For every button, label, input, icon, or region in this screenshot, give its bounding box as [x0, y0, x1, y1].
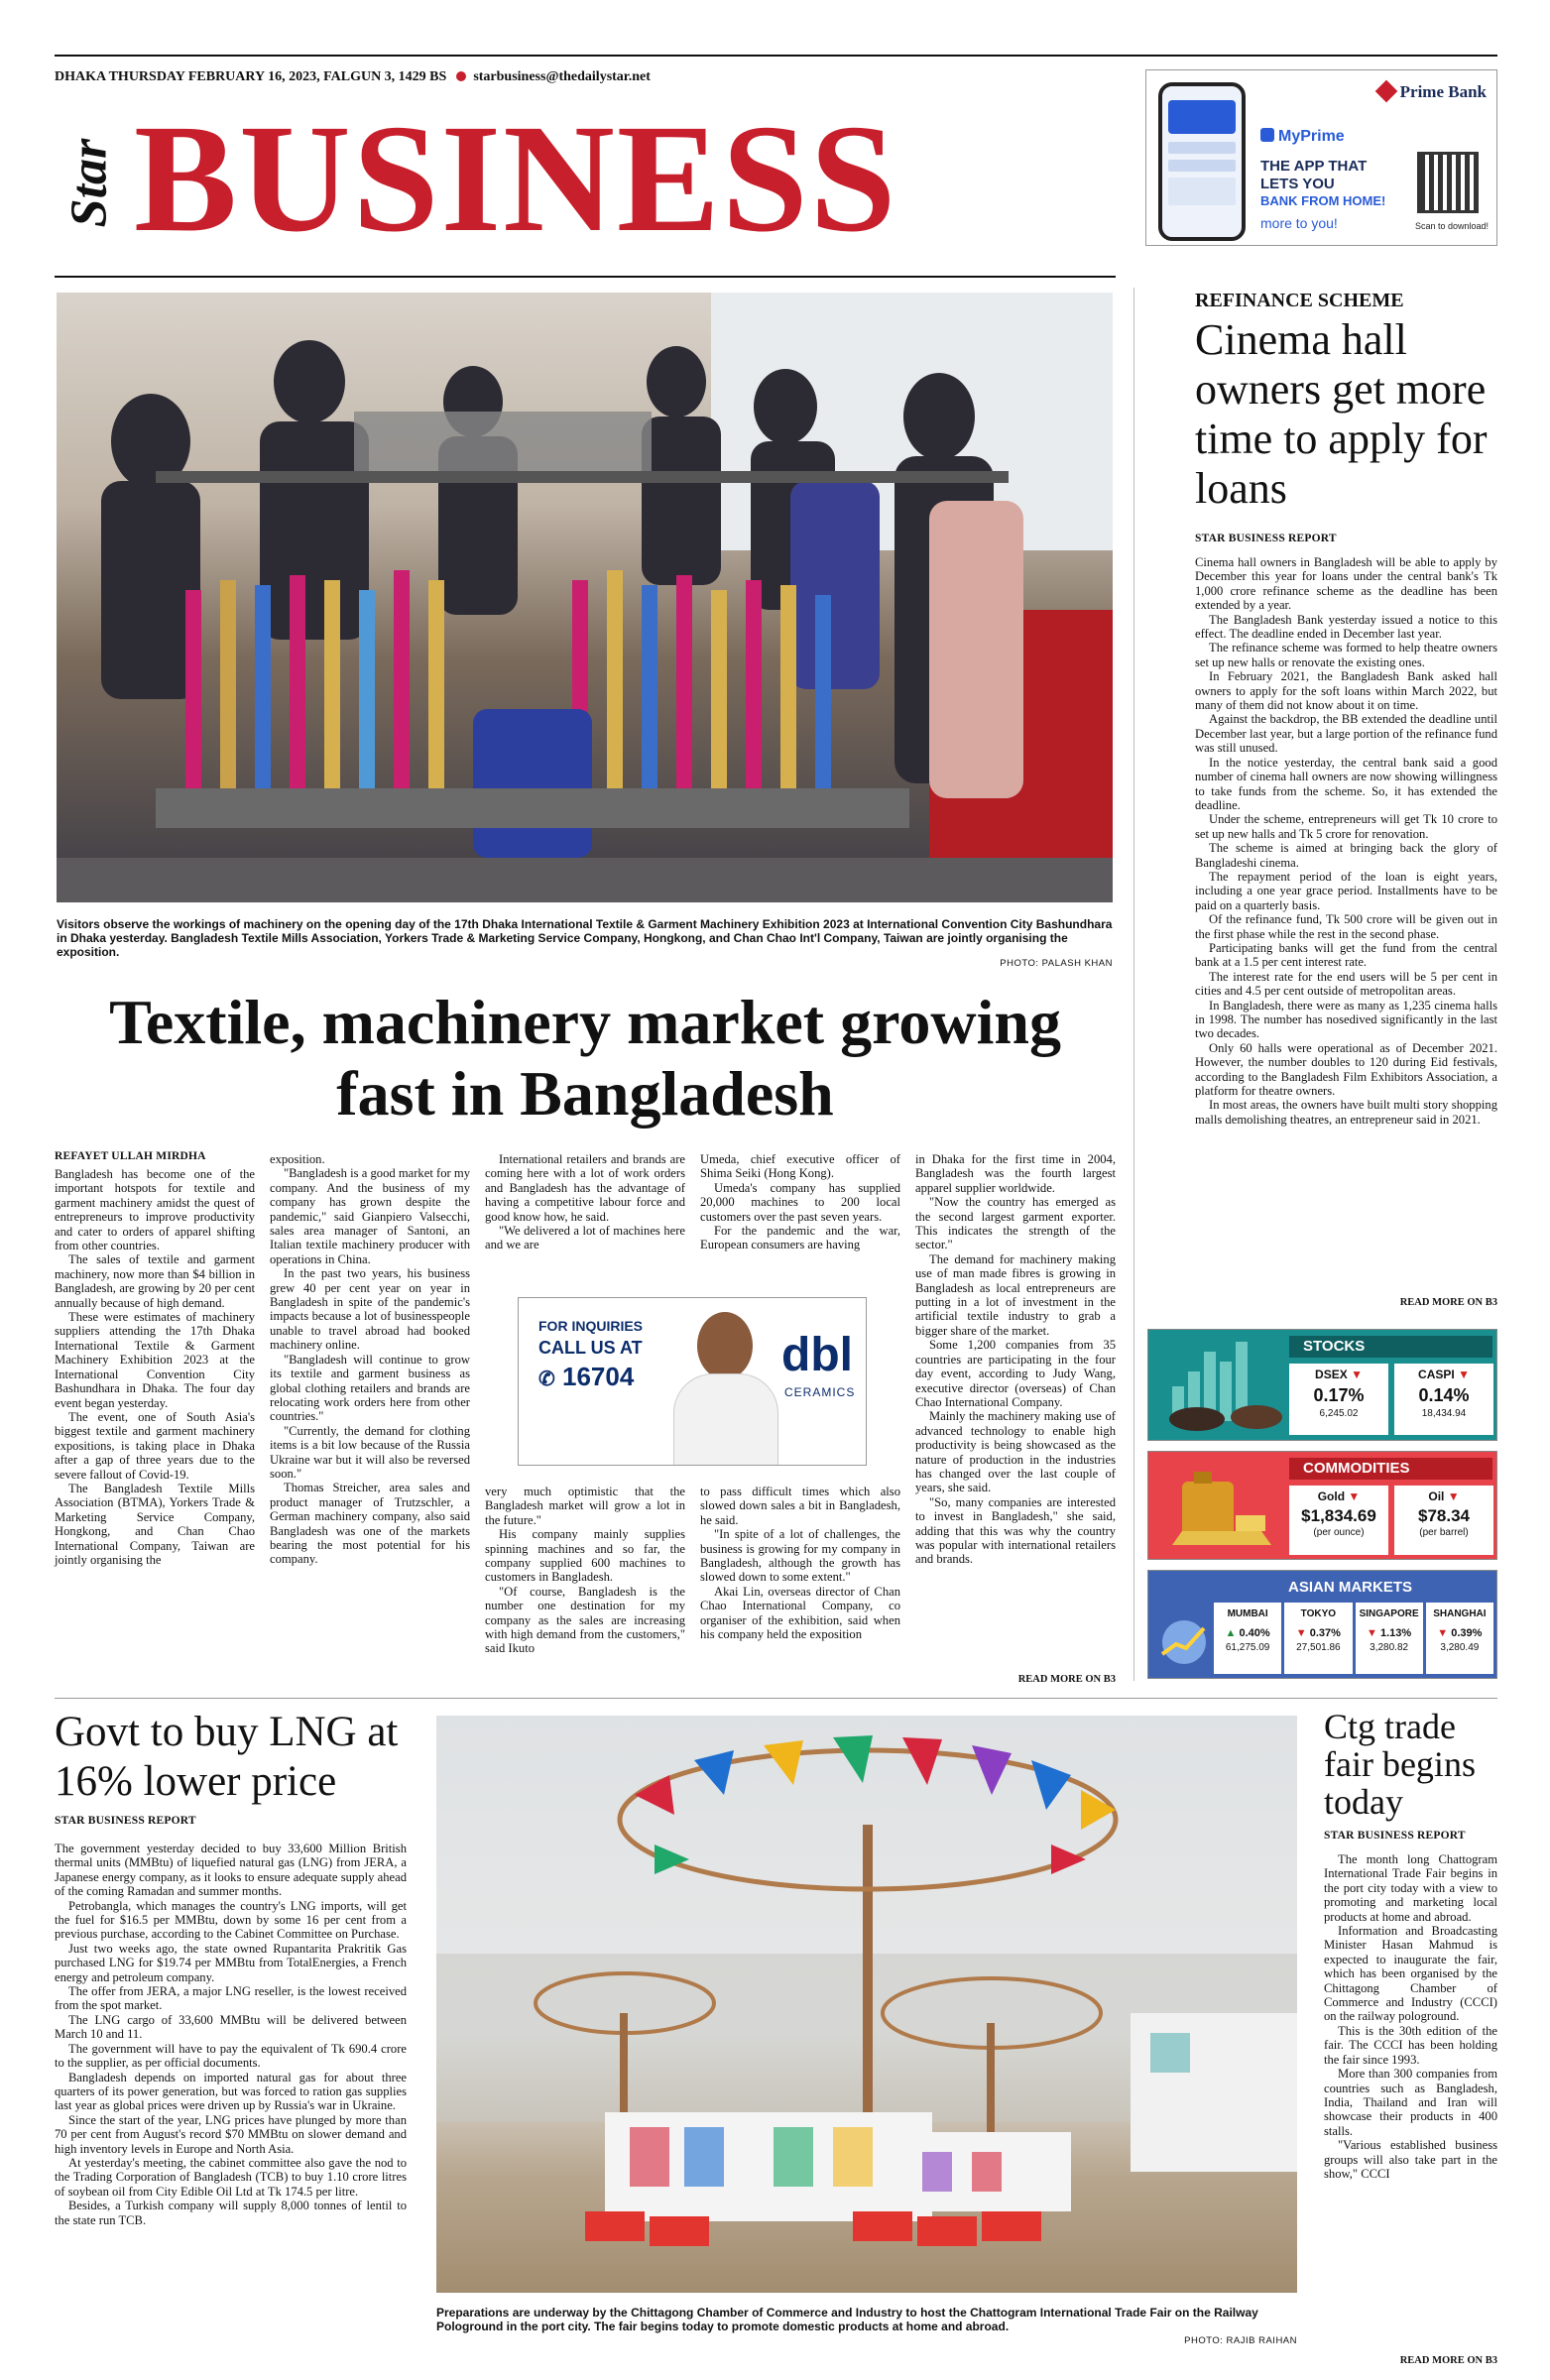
- lng-paragraph: Besides, a Turkish company will supply 8,000 tonnes of lentil to the state run TCB.: [55, 2199, 407, 2227]
- up-arrow-icon: ▲: [1225, 1627, 1237, 1639]
- asian-market-card: [1426, 1603, 1493, 1674]
- lead-paragraph: "Now the country has emerged as the second largest garment exporter. This indicates the strength of the sector.": [915, 1195, 1116, 1252]
- globe-chart-icon: [1156, 1610, 1216, 1670]
- ad-line3: BANK FROM HOME!: [1260, 193, 1386, 208]
- asian-market-card: [1284, 1603, 1352, 1674]
- down-arrow-icon: ▼: [1295, 1627, 1307, 1639]
- lead-paragraph: Some 1,200 companies from 35 countries are participating in the four day event, according to Judy Wang, executive director (overseas) of Chan Chao International Company.: [915, 1338, 1116, 1409]
- column-divider: [1133, 288, 1134, 1681]
- lead-photo: [57, 293, 1113, 902]
- lead-col4-bottom: [700, 1485, 900, 1641]
- gold-label: [1289, 1489, 1388, 1503]
- qr-caption: Scan to download!: [1414, 221, 1489, 231]
- refinance-kicker: REFINANCE SCHEME: [1195, 290, 1404, 311]
- asian-change-value: 0.37%: [1309, 1627, 1341, 1639]
- lead-paragraph: The demand for machinery making use of man made fibres is growing in Bangladesh as local entrepreneurs are putting in a lot of investment in the artificial textile industry to grab a bigger share of the market.: [915, 1251, 1116, 1338]
- lng-paragraph: The government will have to pay the equivalent of Tk 690.4 crore to the supplier, as per official documents.: [55, 2041, 407, 2071]
- lead-col1: [55, 1167, 255, 1567]
- refinance-paragraph: The interest rate for the end users will be 5 per cent in cities and 4.5 per cent outside of metropolitan areas.: [1195, 969, 1497, 999]
- dbl-ceramics-ad[interactable]: [518, 1297, 867, 1466]
- oil-label: [1394, 1489, 1493, 1503]
- lead-col2: [270, 1152, 470, 1567]
- lead-paragraph: "Of course, Bangladesh is the number one destination for my company as the sales are increasing with high demand from the customers," said Ikuto: [485, 1584, 685, 1656]
- ctg-body: [1324, 1852, 1497, 2181]
- refinance-byline: STAR BUSINESS REPORT: [1195, 533, 1337, 544]
- refinance-paragraph: Cinema hall owners in Bangladesh will be able to apply by December this year for loans under the central bank's Tk 1,000 crore refinance scheme as the deadline has been extended by a year.: [1195, 555, 1497, 613]
- lead-paragraph: The sales of textile and garment machinery, now more than $4 billion in Bangladesh, are growing by 20 per cent annually because of high demand.: [55, 1252, 255, 1310]
- oil-price: $78.34: [1418, 1506, 1470, 1525]
- lng-paragraph: At yesterday's meeting, the cabinet committee also gave the nod to the Trading Corporation of Bangladesh (TCB) to buy 1.10 crore litres of soybean oil from City Edible Oil Ltd at Tk 174.5 per litre.: [55, 2155, 407, 2199]
- dbl-sub: CERAMICS: [784, 1385, 856, 1399]
- lng-paragraph: Since the start of the year, LNG prices have plunged by more than 70 per cent from August's record $70 MMBtu on slower demand and high inventory levels in Europe and North Asia.: [55, 2112, 407, 2156]
- lead-readmore[interactable]: READ MORE ON B3: [1017, 1674, 1116, 1685]
- stocks-box: [1147, 1329, 1497, 1441]
- dsex-value: 6,245.02: [1319, 1408, 1359, 1419]
- asian-market-change: [1284, 1627, 1352, 1639]
- lead-paragraph: For the pandemic and the war, European consumers are having: [700, 1224, 900, 1252]
- lead-paragraph: Umeda's company has supplied 20,000 machines to 200 local customers over the past seven years.: [700, 1180, 900, 1224]
- asian-market-name: MUMBAI: [1227, 1608, 1268, 1619]
- email-link[interactable]: starbusiness@thedailystar.net: [473, 69, 651, 84]
- masthead-bottom-rule: [55, 276, 1116, 278]
- asian-change-value: 0.40%: [1239, 1627, 1270, 1639]
- phone-mockup: [1158, 82, 1246, 241]
- gold-price: $1,834.69: [1301, 1506, 1376, 1525]
- ctg-paragraph: This is the 30th edition of the fair. The CCCI has been holding the fair since 1993.: [1324, 2023, 1497, 2067]
- down-arrow-icon: ▼: [1351, 1368, 1363, 1381]
- stocks-title: STOCKS: [1303, 1338, 1366, 1355]
- caspi-label: [1394, 1368, 1493, 1381]
- refinance-paragraph: Only 60 halls were operational as of December 2021. However, the number doubles to 120 during Eid festivals, according to the Bangladesh Film Exhibitors Association, a platform for theatre owners.: [1195, 1040, 1497, 1099]
- lead-paragraph: to pass difficult times which also slowed down sales a bit in Bangladesh, he said.: [700, 1485, 900, 1527]
- fair-photo-caption: Preparations are underway by the Chittagong Chamber of Commerce and Industry to host the Chattogram International Trade Fair on the Railway Pologround in the port city. The fair begins today to promote domestic products at home and abroad.: [436, 2306, 1258, 2333]
- lead-paragraph: Mainly the machinery making use of advanced technology to enable high productivity is being showcased as the nature of production in the industries has changed over the last couple of years, she said.: [915, 1409, 1116, 1495]
- lead-col3-bottom: [485, 1485, 685, 1656]
- qr-code-icon: [1417, 152, 1479, 213]
- prime-logo-icon: [1374, 80, 1397, 103]
- textile-machine-illustration: [57, 293, 1113, 902]
- stocks-title-bar: [1289, 1336, 1492, 1358]
- lead-paragraph: His company mainly supplies spinning machines and so far, the company supplied 600 machines to customers in Bangladesh.: [485, 1527, 685, 1585]
- caspi-card: [1394, 1364, 1493, 1435]
- phone-screen-row: [1168, 142, 1236, 154]
- lead-paragraph: International retailers and brands are coming here with a lot of work orders and Bangladesh has the advantage of having a competitive labour force and good know how, he said.: [485, 1152, 685, 1224]
- dbl-phone: [538, 1362, 634, 1392]
- ctg-byline: STAR BUSINESS REPORT: [1324, 1830, 1466, 1842]
- lead-photo-credit: PHOTO: PALASH KHAN: [1000, 958, 1113, 969]
- asian-market-value: 61,275.09: [1225, 1642, 1270, 1653]
- caspi-value: 18,434.94: [1421, 1408, 1467, 1419]
- oil-unit: (per barrel): [1419, 1527, 1469, 1538]
- refinance-paragraph: In February 2021, the Bangladesh Bank asked hall owners to apply for the soft loans within March 2022, but many of them did not know about it on time.: [1195, 669, 1497, 713]
- fair-photo: [436, 1716, 1297, 2293]
- refinance-paragraph: The repayment period of the loan is eight years, including a one year grace period. Installments have to be paid on a quarterly basis.: [1195, 869, 1497, 912]
- asian-market-change: [1426, 1627, 1493, 1639]
- prime-bank-logo: [1378, 82, 1487, 102]
- refinance-headline: Cinema hall owners get more time to apply for loans: [1195, 315, 1488, 513]
- fair-photo-credit: PHOTO: RAJIB RAIHAN: [1184, 2335, 1297, 2346]
- ctg-paragraph: Information and Broadcasting Minister Hasan Mahmud is expected to inaugurate the fair, which has been organised by the Chittagong Chamber of Commerce and Industry (CCCI) on the railway pologround.: [1324, 1924, 1497, 2024]
- phone-screen-bar: [1168, 100, 1236, 134]
- ad-line2: LETS YOU: [1260, 176, 1335, 192]
- section-title: BUSINESS: [134, 92, 898, 264]
- phone-screen-row: [1168, 178, 1236, 205]
- bull-bear-icon: [1152, 1332, 1291, 1441]
- asian-market-card: [1356, 1603, 1423, 1674]
- lng-body: [55, 1842, 407, 2227]
- red-dot-icon: [456, 71, 466, 81]
- dsex-name: DSEX: [1315, 1368, 1348, 1381]
- refinance-readmore[interactable]: READ MORE ON B3: [1399, 1297, 1497, 1308]
- prime-bank-name: Prime Bank: [1399, 82, 1487, 101]
- lead-paragraph: "Bangladesh is a good market for my company. And the business of my company has grown despite the pandemic," said Gianpiero Valsecchi, sales area manager of Santoni, an Italian textile machinery producer with operations in China.: [270, 1166, 470, 1266]
- dateline: [55, 69, 651, 85]
- lead-paragraph: "In spite of a lot of challenges, the business is growing for my company in Bangladesh, although the growth has slowed down to some extent.": [700, 1527, 900, 1585]
- lead-paragraph: in Dhaka for the first time in 2004, Bangladesh was the fourth largest apparel supplier worldwide.: [915, 1152, 1116, 1195]
- myprime-icon: [1260, 128, 1274, 142]
- figure-body: [673, 1373, 778, 1466]
- lng-paragraph: Bangladesh depends on imported natural gas for about three quarters of its power generation, but was forced to ration gas supplies last year as global prices were driven up by Russia's war in Ukraine.: [55, 2070, 407, 2113]
- down-arrow-icon: ▼: [1437, 1627, 1449, 1639]
- lng-paragraph: Just two weeks ago, the state owned Rupantarita Prakritik Gas purchased LNG for $19.74 per MMBtu from TotalEnergies, a French energy and petroleum company.: [55, 1941, 407, 1984]
- lead-paragraph: "We delivered a lot of machines here and we are: [485, 1224, 685, 1252]
- commodities-title: COMMODITIES: [1303, 1460, 1410, 1477]
- refinance-paragraph: In the notice yesterday, the central bank said a good number of cinema hall owners are now showing willingness to take funds from the scheme. So, it has extended the deadline.: [1195, 755, 1497, 812]
- lng-paragraph: The offer from JERA, a major LNG reseller, is the lowest received from the spot market.: [55, 1984, 407, 2013]
- phone-icon: ✆: [538, 1368, 555, 1390]
- refinance-body: [1195, 555, 1497, 1127]
- caspi-change: 0.14%: [1418, 1385, 1470, 1405]
- ctg-paragraph: "Various established business groups will also take part in the show," CCCI: [1324, 2138, 1497, 2181]
- lead-paragraph: These were estimates of machinery suppliers attending the 17th Dhaka International Textile & Garment Machinery Exhibition 2023 at the International Convention City Bashundhara in Dhaka. The four day event began yesterday.: [55, 1310, 255, 1410]
- asian-title-bar: [1208, 1577, 1492, 1599]
- asian-market-card: [1214, 1603, 1281, 1674]
- asian-market-name: SHANGHAI: [1433, 1608, 1487, 1619]
- oil-name: Oil: [1428, 1489, 1445, 1503]
- asian-title: ASIAN MARKETS: [1287, 1579, 1412, 1596]
- dbl-logo: dbl: [781, 1329, 853, 1381]
- refinance-paragraph: The refinance scheme was formed to help theatre owners set up new halls or renovate the existing ones.: [1195, 641, 1497, 669]
- gold-name: Gold: [1317, 1489, 1346, 1503]
- ad-line4: more to you!: [1260, 215, 1338, 231]
- dateline-text: DHAKA THURSDAY FEBRUARY 16, 2023, FALGUN 3, 1429 BS: [55, 69, 447, 84]
- lng-paragraph: Petrobangla, which manages the country's LNG imports, will get the fuel for $16.5 per MMBtu, down by some 16 per cent from a previous purchase, according to the Cabinet Committee on Purchase.: [55, 1898, 407, 1942]
- asian-market-change: [1356, 1627, 1423, 1639]
- asian-market-value: 3,280.49: [1440, 1642, 1480, 1653]
- gold-unit: (per ounce): [1313, 1527, 1365, 1538]
- oil-card: [1394, 1486, 1493, 1555]
- commodities-box: [1147, 1451, 1497, 1560]
- lead-paragraph: Akai Lin, overseas director of Chan Chao International Company, co organiser of the exhibition, said when his company held the exposition: [700, 1584, 900, 1642]
- masthead-logo: [55, 114, 124, 253]
- myprime-label: [1260, 128, 1345, 146]
- lead-paragraph: Thomas Streicher, area sales and product manager of Trutzschler, a German machinery company, also said Bangladesh was one of the markets bearing the most potential for his company.: [270, 1481, 470, 1567]
- star-brand: Star: [60, 138, 118, 228]
- myprime-text: MyPrime: [1278, 128, 1345, 145]
- dsex-card: [1289, 1364, 1388, 1435]
- ctg-readmore[interactable]: READ MORE ON B3: [1399, 2355, 1497, 2366]
- asian-market-name: SINGAPORE: [1359, 1608, 1419, 1619]
- refinance-paragraph: The scheme is aimed at bringing back the glory of Bangladeshi cinema.: [1195, 841, 1497, 870]
- refinance-paragraph: Of the refinance fund, Tk 500 crore will be given out in the first phase while the rest in the second phase.: [1195, 912, 1497, 941]
- fair-gate-illustration: [436, 1716, 1297, 2293]
- top-rule: [55, 55, 1497, 57]
- dbl-line2: CALL US AT: [538, 1338, 643, 1358]
- ad-line1: THE APP THAT: [1260, 158, 1368, 175]
- lead-paragraph: The event, one of South Asia's biggest textile and garment machinery expositions, is taking place in Dhaka after a gap of three years due to the severe fallout of Covid-19.: [55, 1409, 255, 1482]
- lead-byline: REFAYET ULLAH MIRDHA: [55, 1150, 206, 1162]
- lead-paragraph: very much optimistic that the Bangladesh market will grow a lot in the future.": [485, 1485, 685, 1527]
- refinance-paragraph: Under the scheme, entrepreneurs will get Tk 10 crore to set up new halls and Tk 5 crore for renovation.: [1195, 812, 1497, 841]
- down-arrow-icon: ▼: [1447, 1489, 1460, 1503]
- asian-market-change: [1214, 1627, 1281, 1639]
- lng-headline: Govt to buy LNG at 16% lower price: [55, 1709, 399, 1805]
- asian-change-value: 1.13%: [1380, 1627, 1412, 1639]
- oil-gold-icon: [1152, 1454, 1291, 1558]
- ctg-headline: Ctg trade fair begins today: [1324, 1707, 1476, 1822]
- caspi-name: CASPI: [1418, 1368, 1455, 1381]
- prime-bank-ad[interactable]: [1145, 69, 1497, 246]
- lead-paragraph: exposition.: [270, 1152, 325, 1166]
- lead-col3-top: [485, 1152, 685, 1252]
- lead-paragraph: Bangladesh has become one of the important hotspots for textile and garment machinery amidst the quest of entrepreneurs to improve productivity and cater to orders of apparel shifting from other countries.: [55, 1167, 255, 1253]
- gold-card: [1289, 1486, 1388, 1555]
- lng-paragraph: The LNG cargo of 33,600 MMBtu will be delivered between March 10 and 11.: [55, 2012, 407, 2042]
- refinance-paragraph: In most areas, the owners have built multi story shopping malls demolishing theatres, an entrepreneur said in 2021.: [1195, 1098, 1497, 1127]
- asian-market-name: TOKYO: [1300, 1608, 1337, 1619]
- lng-paragraph: The government yesterday decided to buy 33,600 Million British thermal units (MMBtu) of liquefied natural gas (LNG) from JERA, a Japanese energy company, as it looks to ensure adequate supply ahead of the coming Ramadan and summer months.: [55, 1842, 407, 1899]
- commodities-title-bar: [1289, 1458, 1492, 1480]
- lead-paragraph: The Bangladesh Textile Mills Association (BTMA), Yorkers Trade & Marketing Service Company, Hongkong, and Chan Chao International Company, Taiwan are jointly organising the: [55, 1481, 255, 1567]
- phone-screen-row: [1168, 160, 1236, 172]
- refinance-paragraph: Participating banks will get the fund from the central bank at a 1.5 per cent interest rate.: [1195, 940, 1497, 970]
- lead-paragraph: "Currently, the demand for clothing items is a bit low because of the Russia Ukraine war but it will also be reversed soon.": [270, 1423, 470, 1481]
- figure-head: [697, 1312, 753, 1379]
- lead-photo-caption: Visitors observe the workings of machinery on the opening day of the 17th Dhaka International Textile & Garment Machinery Exhibition 2023 at International Convention City Bashundhara in Dhaka yesterday. Bangladesh Textile Mills Association, Yorkers Trade & Marketing Service Company, Hongkong, and Chan Chao Int'l Company, Taiwan are jointly organising the exposition.: [57, 917, 1113, 959]
- lead-paragraph: "Bangladesh will continue to grow its textile and garment business as global clothing retailers and brands are relocating work orders here from other countries.": [270, 1352, 470, 1424]
- ambassador-figure: [667, 1312, 786, 1466]
- lng-byline: STAR BUSINESS REPORT: [55, 1815, 196, 1827]
- lead-col5: [915, 1152, 1116, 1567]
- ctg-paragraph: The month long Chattogram International Trade Fair begins in the port city today with a view to promoting and marketing local products at home and abroad.: [1324, 1852, 1497, 1924]
- refinance-paragraph: In Bangladesh, there were as many as 1,235 cinema halls in 1998. The number has nosedived significantly in the last two decades.: [1195, 998, 1497, 1041]
- lead-col4-top: [700, 1152, 900, 1252]
- refinance-paragraph: The Bangladesh Bank yesterday issued a notice to this effect. The deadline ended in December last year.: [1195, 612, 1497, 642]
- asian-market-value: 27,501.86: [1296, 1642, 1341, 1653]
- asian-market-row: [1214, 1603, 1493, 1674]
- ctg-paragraph: More than 300 companies from countries such as Bangladesh, India, Thailand and Iran will showcase their products in 400 stalls.: [1324, 2067, 1497, 2138]
- asian-market-value: 3,280.82: [1370, 1642, 1409, 1653]
- lead-headline: Textile, machinery market growing fast in Bangladesh: [109, 987, 1061, 1129]
- lead-paragraph: In the past two years, his business grew 40 per cent year on year in Bangladesh in spite of the pandemic's impacts because a lot of businesspeople unable to travel abroad had booked machinery online.: [270, 1266, 470, 1353]
- down-arrow-icon: ▼: [1367, 1627, 1377, 1639]
- asian-markets-box: [1147, 1570, 1497, 1679]
- dbl-phone-number: 16704: [562, 1362, 635, 1391]
- dbl-line1: FOR INQUIRIES: [538, 1318, 644, 1334]
- refinance-paragraph: Against the backdrop, the BB extended the deadline until December last year, but a large portion of the refinance fund was still unused.: [1195, 712, 1497, 756]
- section-rule: [55, 1698, 1497, 1699]
- down-arrow-icon: ▼: [1458, 1368, 1470, 1381]
- lead-paragraph: "So, many companies are interested to invest in Bangladesh," she said, adding that this was why the country was popular with international retailers and brands.: [915, 1494, 1116, 1567]
- dsex-change: 0.17%: [1313, 1385, 1365, 1405]
- lead-paragraph: Umeda, chief executive officer of Shima Seiki (Hong Kong).: [700, 1152, 900, 1181]
- down-arrow-icon: ▼: [1348, 1489, 1361, 1503]
- asian-change-value: 0.39%: [1451, 1627, 1483, 1639]
- dsex-label: [1289, 1368, 1388, 1381]
